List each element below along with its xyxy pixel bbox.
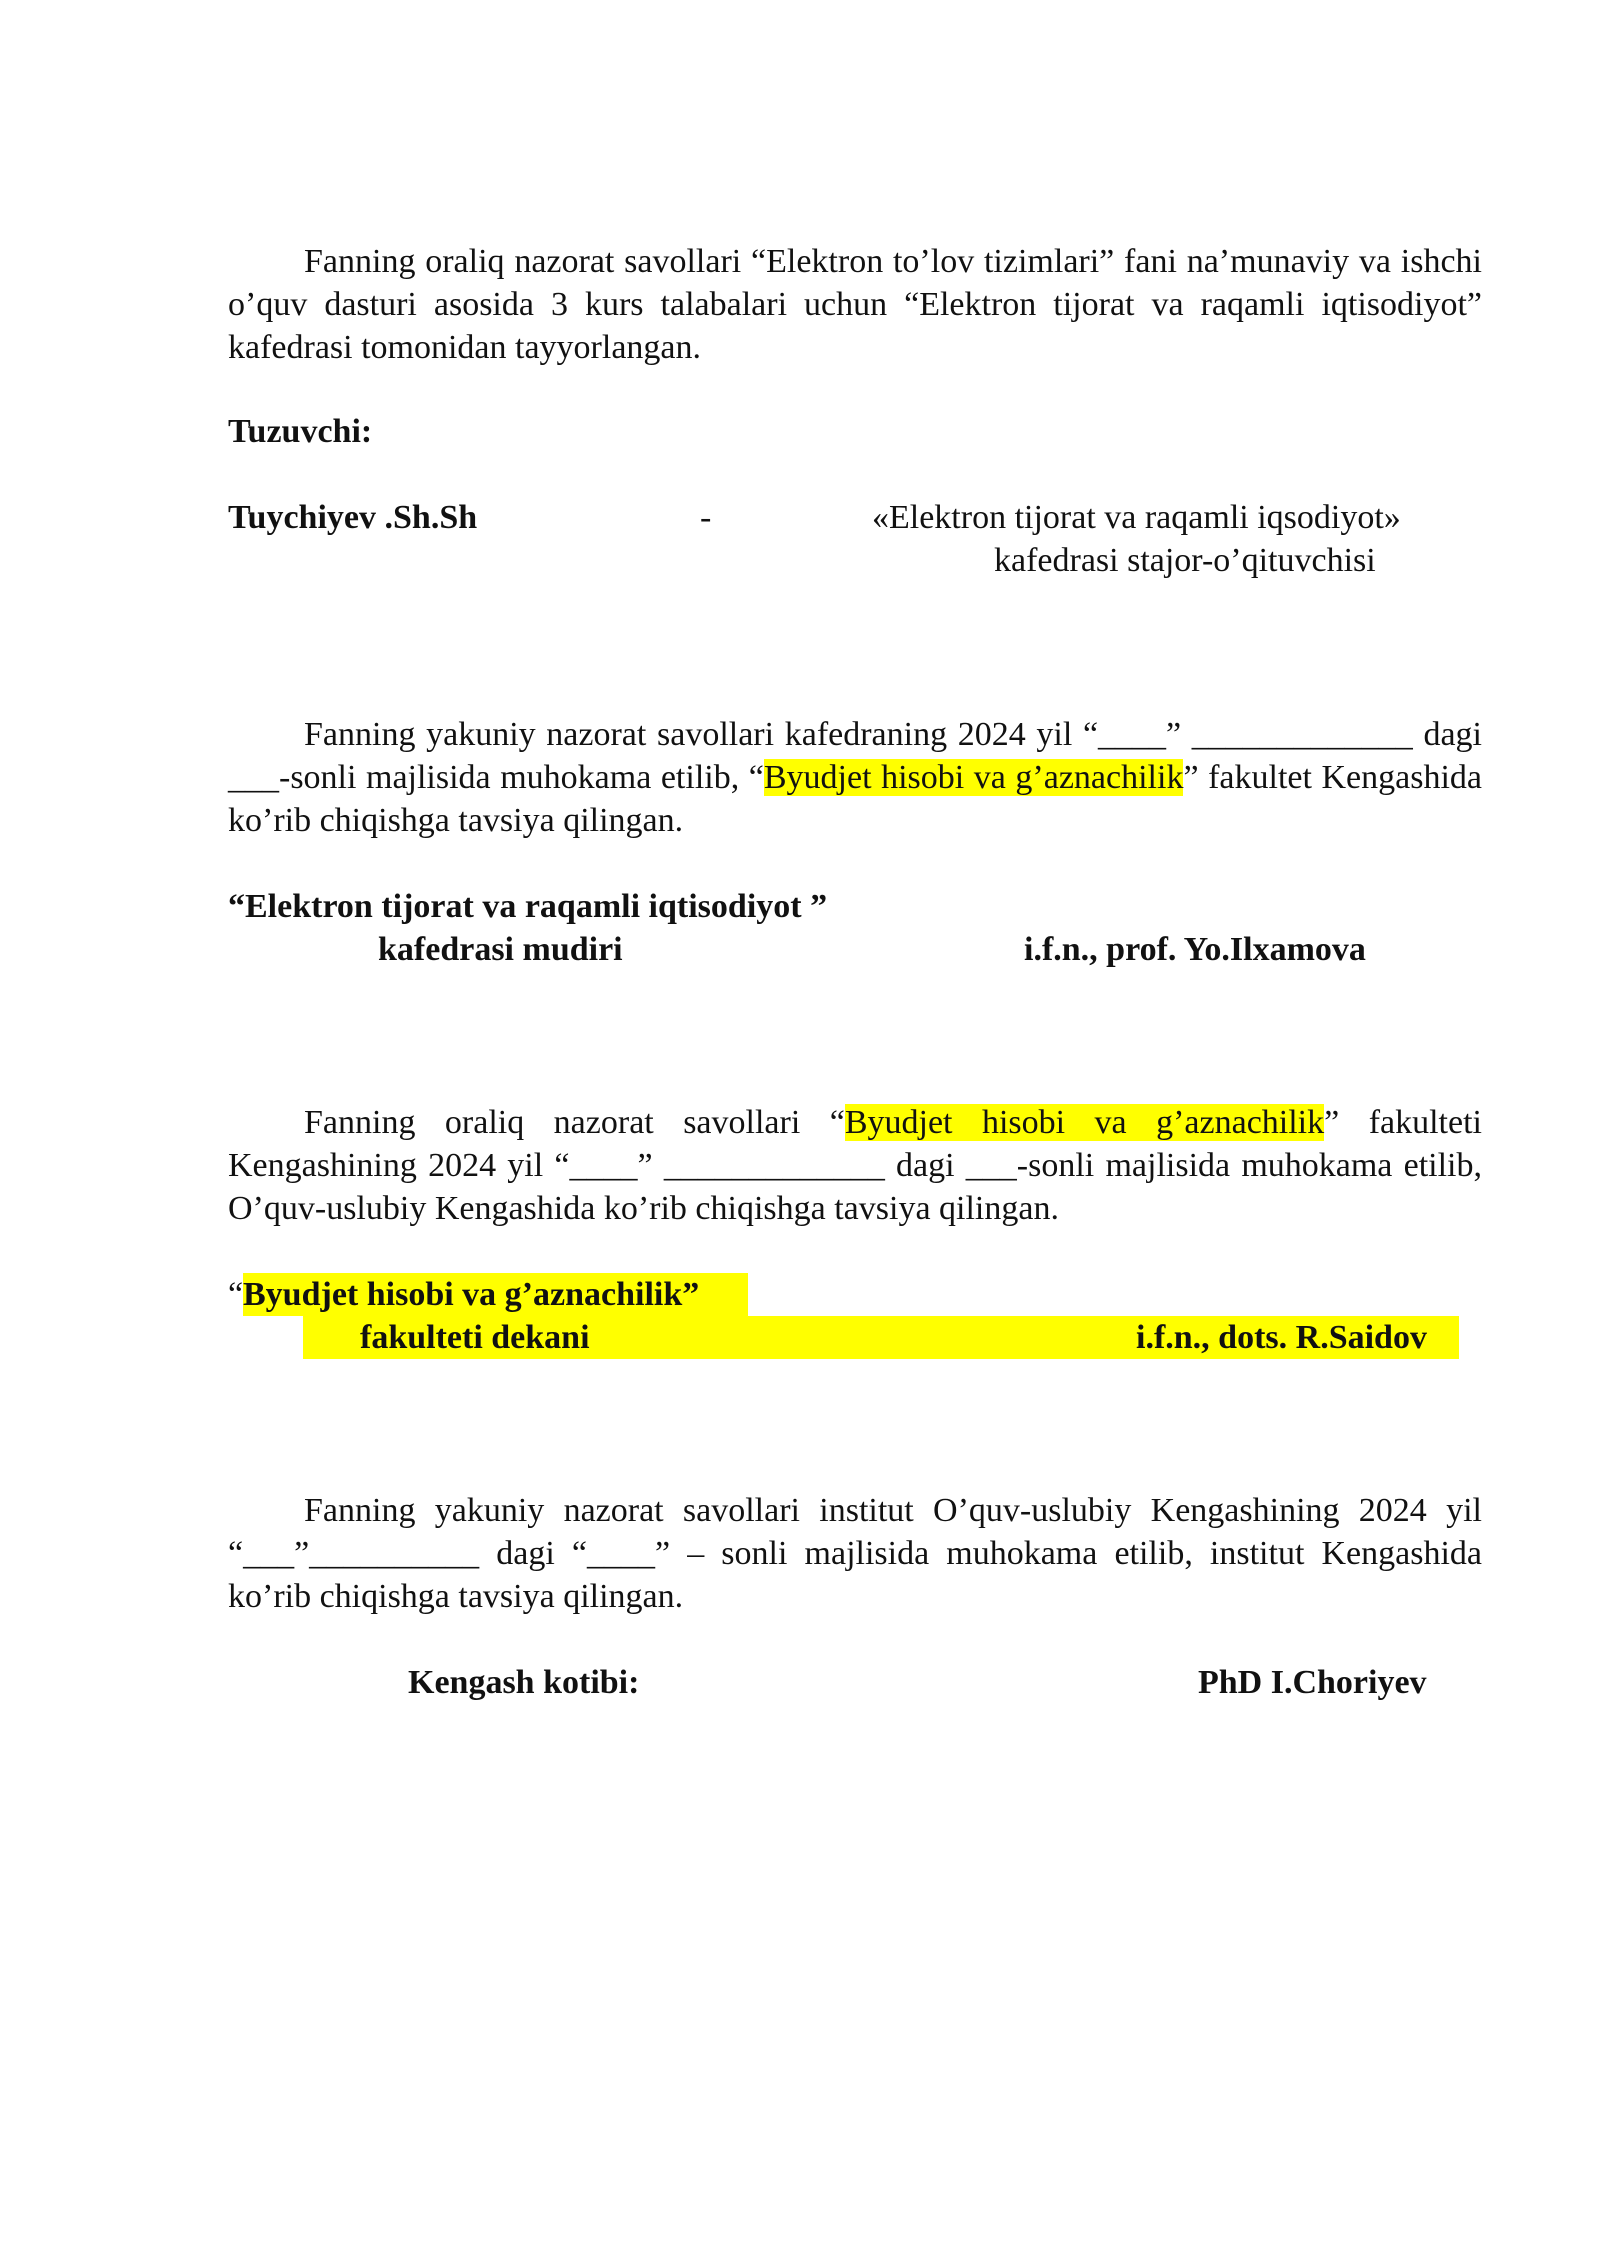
council-secretary-label: Kengash kotibi:: [408, 1664, 640, 1701]
department-approval-paragraph: [228, 713, 1482, 842]
faculty-approval-text-end: ” fakulteti Kengashining 2024 yil “____” _____________ dagi ___-sonli majlisida muhokama etilib, O’quv-uslubiy Kengashida ko’rib chiqishga tavsiya qilingan.: [228, 1104, 1482, 1227]
compiler-role-line1: «Elektron tijorat va raqamli iqsodiyot»: [872, 499, 1401, 536]
faculty-name-highlight: Byudjet hisobi va g’aznachilik: [763, 759, 1184, 796]
faculty-approval-text-start: Fanning oraliq nazorat savollari “: [304, 1104, 845, 1141]
council-secretary-name: PhD I.Choriyev: [1198, 1664, 1427, 1701]
faculty-name-highlight-2: Byudjet hisobi va g’aznachilik: [844, 1104, 1325, 1141]
department-approval-text-start: Fanning yakuniy nazorat savollari kafedraning 2024 yil “____” _____________ dagi ___-sonli majlisida muhokama etilib, “: [228, 716, 1482, 796]
dean-signature-title: Byudjet hisobi va g’aznachilik”: [243, 1276, 700, 1313]
faculty-approval-paragraph: [228, 1101, 1482, 1230]
compiler-label: Tuzuvchi:: [228, 413, 373, 450]
dean-title: fakulteti dekani: [360, 1319, 590, 1356]
institute-approval-paragraph: Fanning yakuniy nazorat savollari institut O’quv-uslubiy Kengashining 2024 yil “___”__________ dagi “____” – sonli majlisida muhokama etilib, institut Kengashida ko’rib chiqishga tavsiya qilingan.: [228, 1492, 1482, 1615]
dean-signature-open-quote: “: [228, 1276, 244, 1313]
compiler-role-line2: kafedrasi stajor-o’qituvchisi: [994, 542, 1376, 579]
department-head-title: kafedrasi mudiri: [378, 931, 623, 968]
dean-name: i.f.n., dots. R.Saidov: [1136, 1319, 1427, 1356]
department-approval-text-end: ” fakultet Kengashida ko’rib chiqishga tavsiya qilingan.: [228, 759, 1483, 839]
intro-paragraph: Fanning oraliq nazorat savollari “Elektron to’lov tizimlari” fani na’munaviy va ishchi o’quv dasturi asosida 3 kurs talabalari uchun “Elektron tijorat va raqamli iqtisodiyot” kafedrasi tomonidan tayyorlangan.: [228, 243, 1482, 366]
compiler-name: Tuychiyev .Sh.Sh: [228, 499, 478, 536]
department-head-name: i.f.n., prof. Yo.Ilxamova: [1024, 931, 1366, 968]
compiler-dash: -: [700, 499, 712, 536]
department-signature-title: “Elektron tijorat va raqamli iqtisodiyot ”: [228, 888, 828, 925]
